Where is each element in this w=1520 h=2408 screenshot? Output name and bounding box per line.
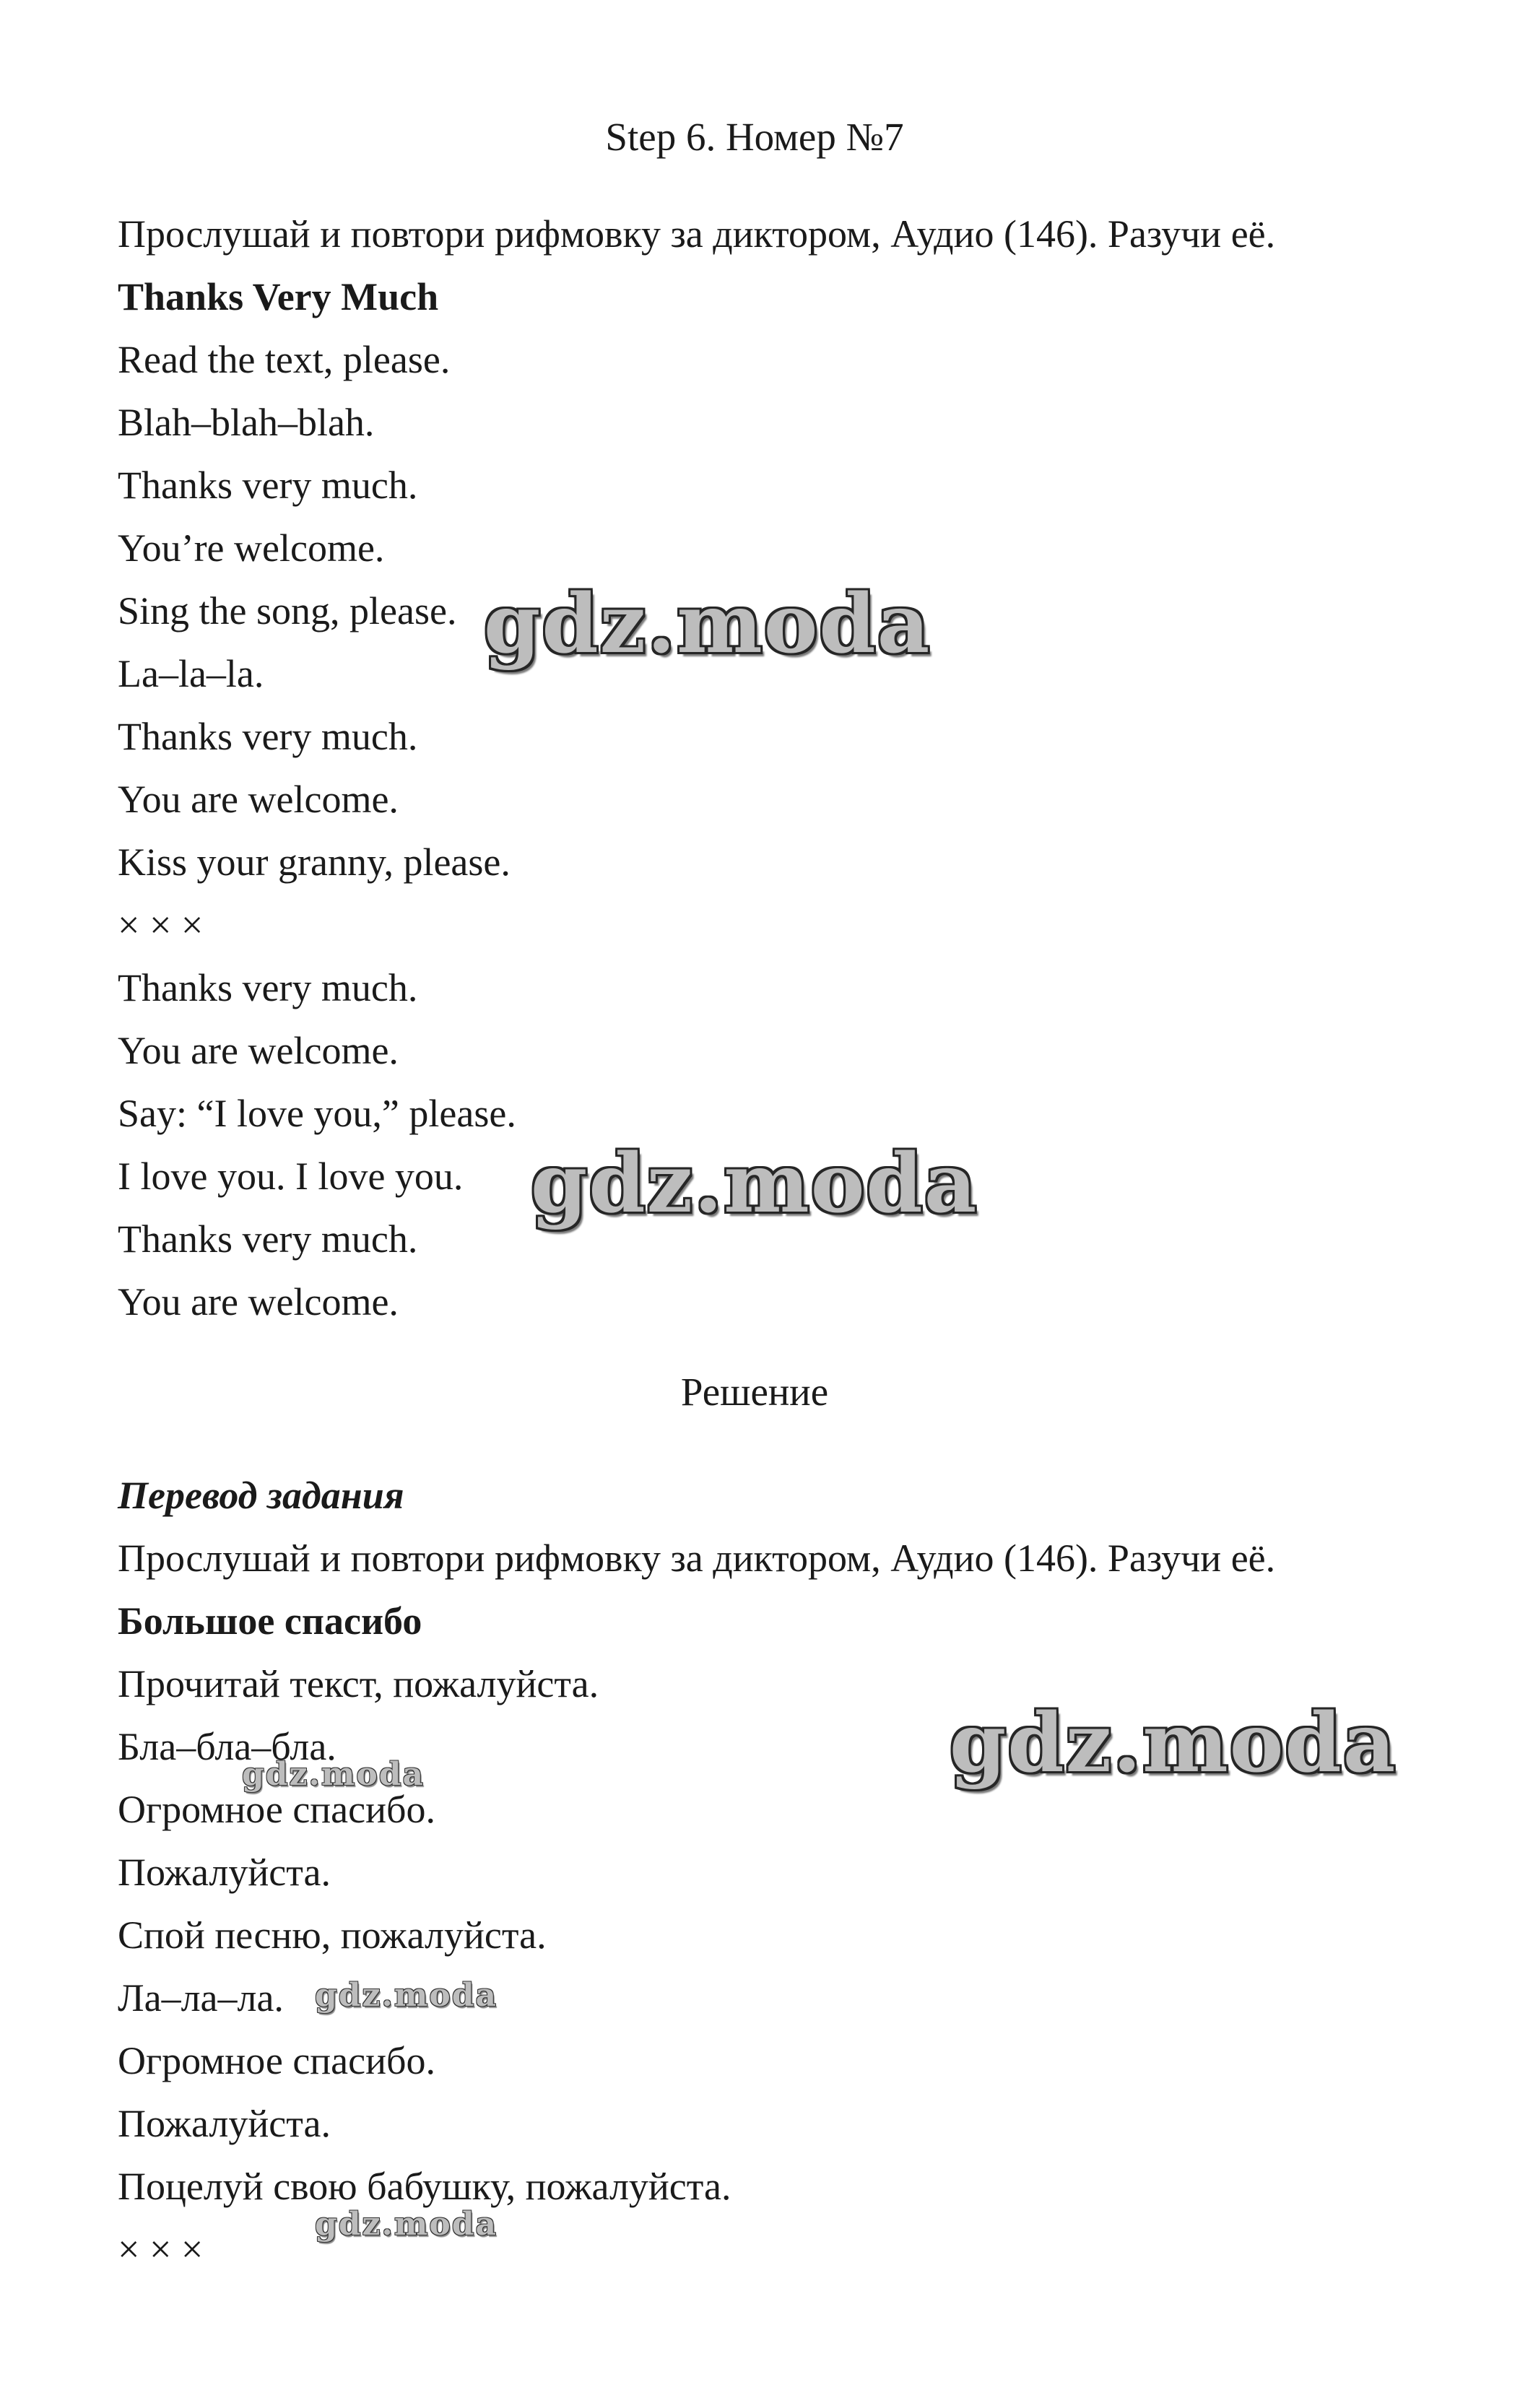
- poem-line: Thanks very much.: [118, 966, 418, 1009]
- translation-separator: × × ×: [118, 2227, 204, 2271]
- poem-line: You are welcome.: [118, 1280, 399, 1323]
- watermark: gdz.moda: [242, 1756, 425, 1793]
- translation-heading: Перевод задания: [118, 1474, 404, 1517]
- poem-line: Sing the song, please.: [118, 589, 457, 633]
- translation-line: Ла–ла–ла.: [118, 1976, 284, 2020]
- poem-line: Kiss your granny, please.: [118, 840, 511, 884]
- poem-line: Thanks very much.: [118, 1217, 418, 1261]
- poem-line: La–la–la.: [118, 652, 264, 695]
- watermark: gdz.moda: [531, 1136, 978, 1231]
- page-title: Step 6. Номер №7: [605, 115, 904, 159]
- poem-line: Thanks very much.: [118, 464, 418, 507]
- translation-line: Прочитай текст, пожалуйста.: [118, 1662, 599, 1705]
- poem-separator: × × ×: [118, 903, 204, 947]
- poem-title: Thanks Very Much: [118, 275, 439, 318]
- translation-line: Бла–бла–бла.: [118, 1725, 336, 1768]
- translation-line: Поцелуй свою бабушку, пожалуйста.: [118, 2165, 731, 2208]
- translation-line: Огромное спасибо.: [118, 2039, 435, 2082]
- watermark: gdz.moda: [315, 1977, 498, 2014]
- translation-line: Огромное спасибо.: [118, 1788, 435, 1831]
- translation-poem-title: Большое спасибо: [118, 1599, 422, 1643]
- solution-heading: Решение: [680, 1370, 829, 1414]
- poem-line: You are welcome.: [118, 778, 399, 821]
- watermark: gdz.moda: [484, 577, 931, 671]
- translation-instruction: Прослушай и повтори рифмовку за диктором, Аудио (146). Разучи её.: [118, 1536, 1276, 1580]
- poem-line: You are welcome.: [118, 1029, 399, 1072]
- translation-block: [118, 1464, 1475, 2281]
- watermark: gdz.moda: [315, 2206, 498, 2243]
- poem-line: Say: “I love you,” please.: [118, 1092, 516, 1135]
- translation-line: Пожалуйста.: [118, 2102, 331, 2145]
- task-instruction: Прослушай и повтори рифмовку за диктором, Аудио (146). Разучи её.: [118, 212, 1276, 256]
- watermark: gdz.moda: [950, 1696, 1397, 1791]
- poem-line: I love you. I love you.: [118, 1155, 464, 1198]
- translation-line: Пожалуйста.: [118, 1851, 331, 1894]
- poem-line: You’re welcome.: [118, 526, 385, 570]
- poem-line: Blah–blah–blah.: [118, 401, 375, 444]
- poem-line: Thanks very much.: [118, 715, 418, 758]
- poem-line: Read the text, please.: [118, 338, 451, 381]
- translation-line: Спой песню, пожалуйста.: [118, 1913, 547, 1957]
